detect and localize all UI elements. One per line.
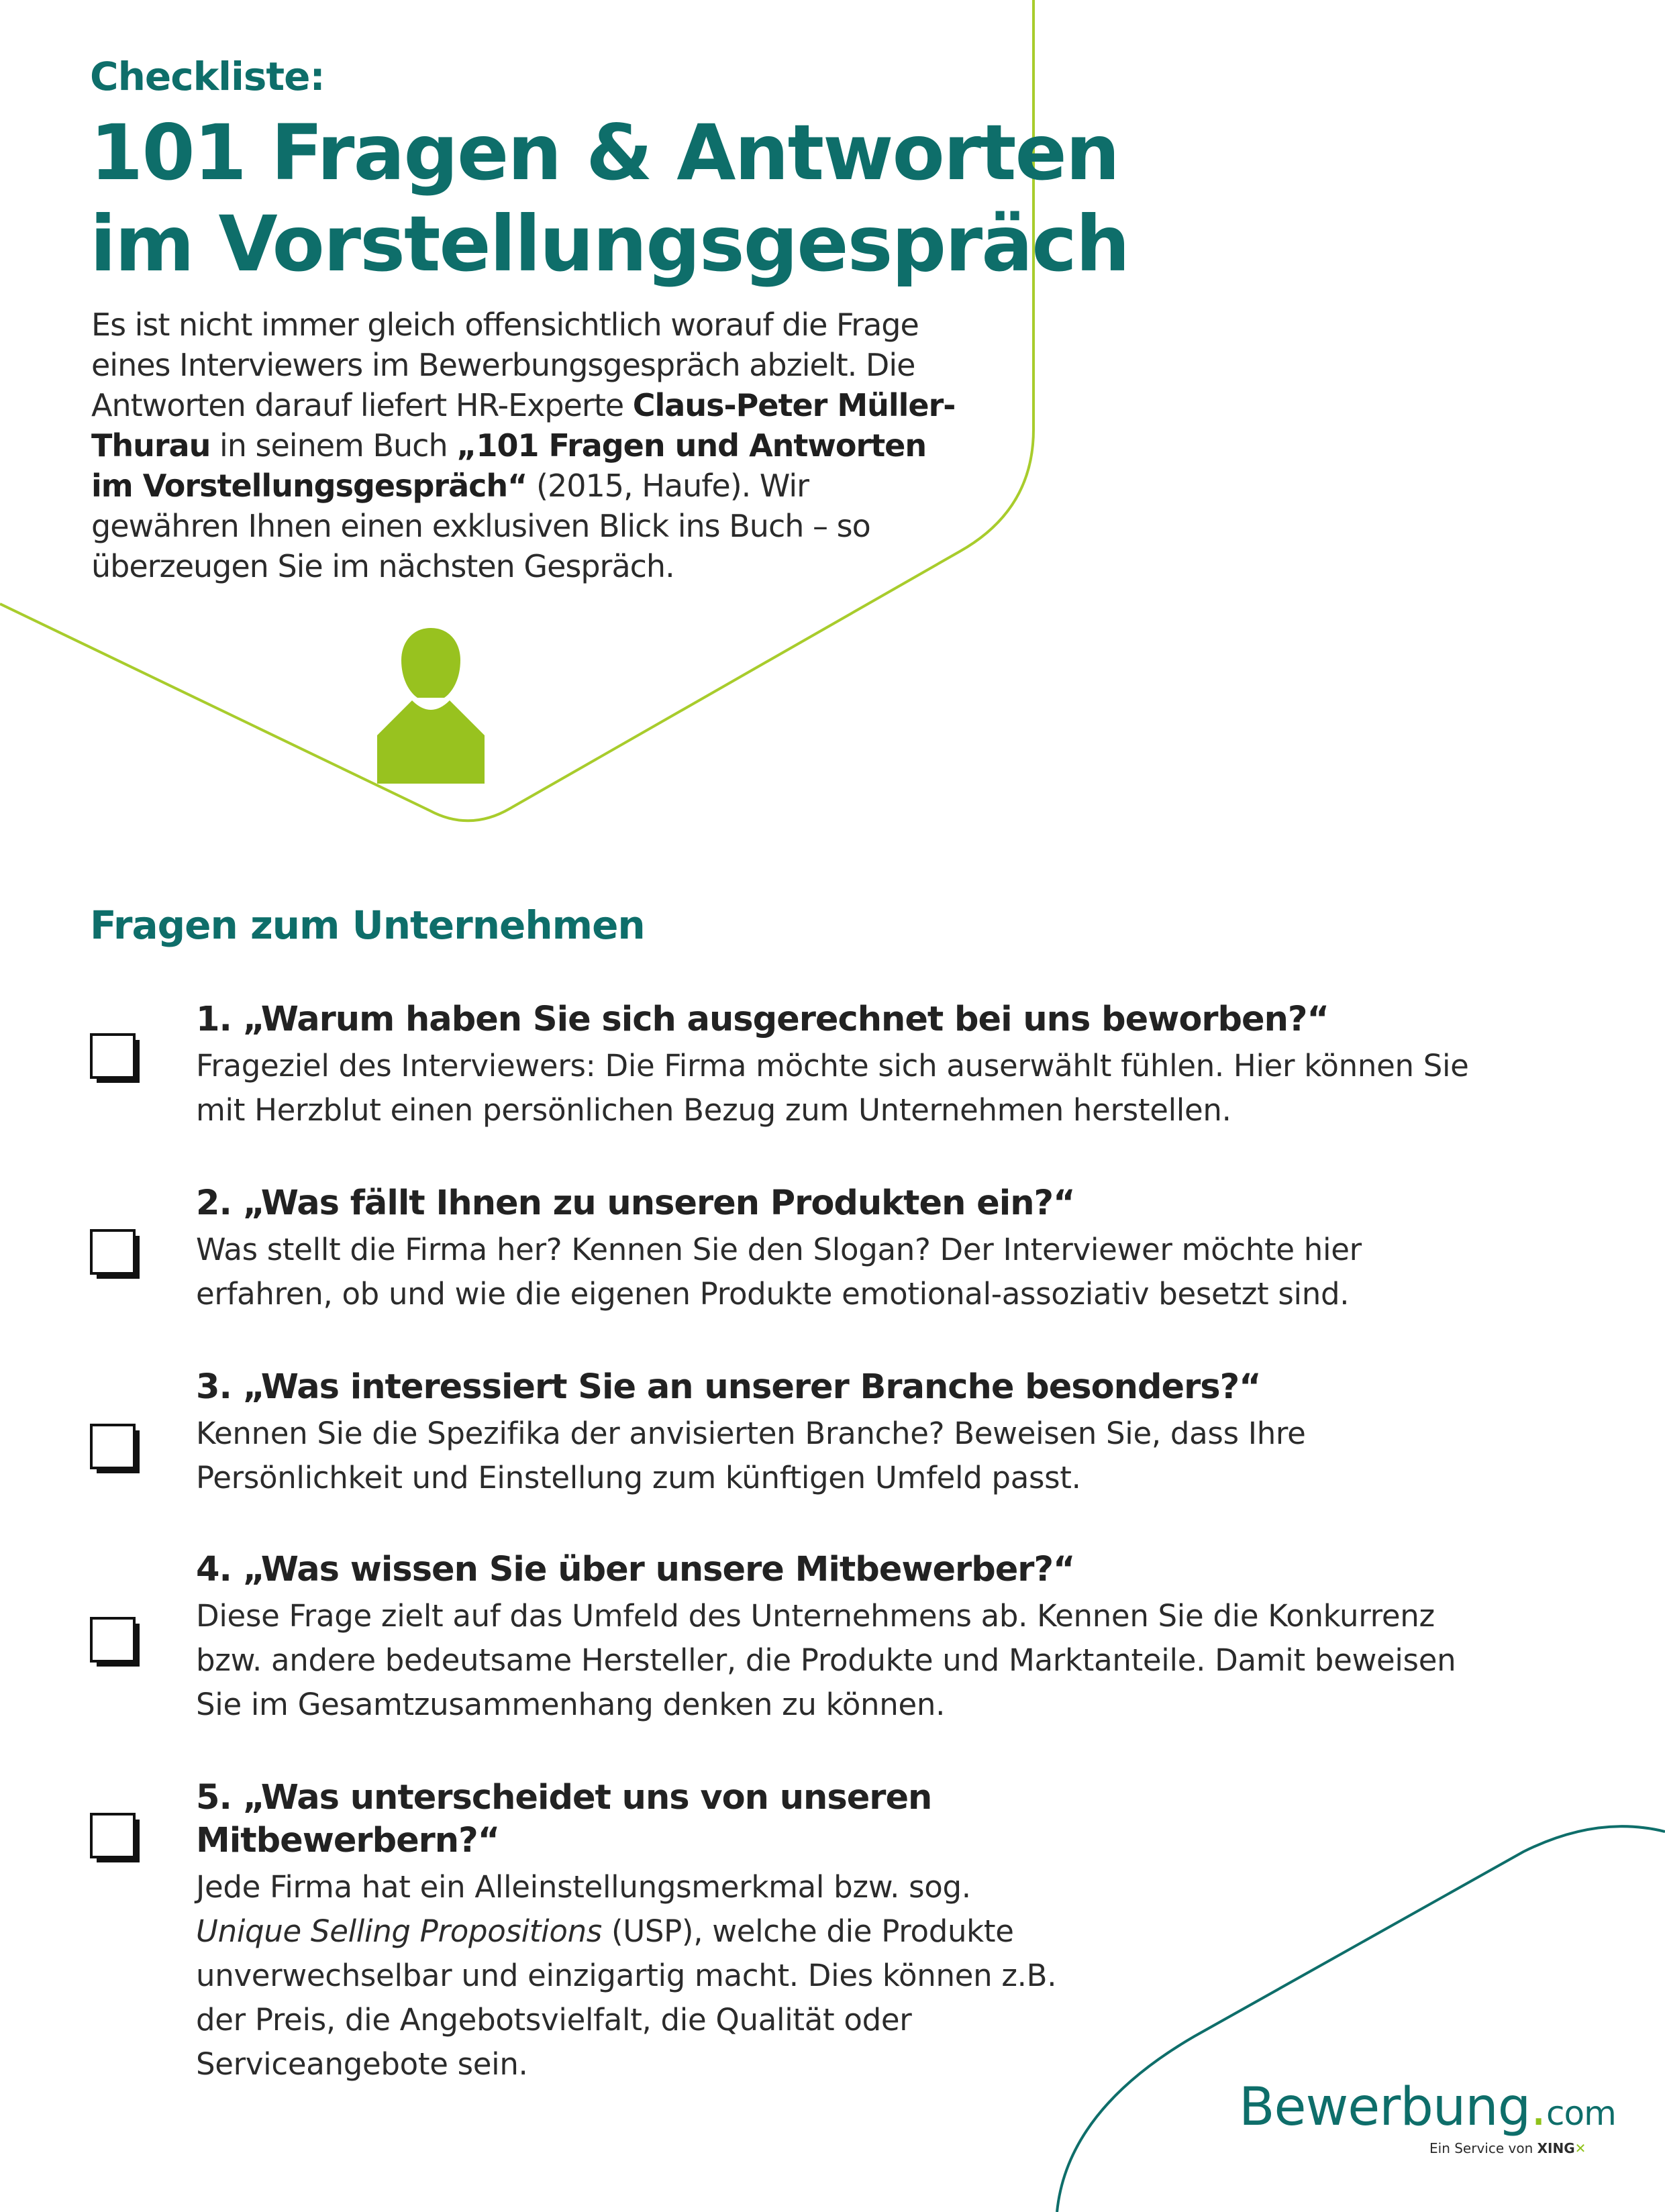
question-item bbox=[196, 998, 1484, 1133]
question-title: 4. „Was wissen Sie über unsere Mitbewerber?“ bbox=[196, 1550, 1075, 1589]
logo-word: Bewerbung bbox=[1239, 2077, 1531, 2138]
question-text-italic: Unique Selling Propositions bbox=[196, 1913, 602, 1949]
question-item bbox=[196, 1182, 1484, 1316]
question-text-part-1: Jede Firma hat ein Alleinstellungsmerkmal bzw. sog. bbox=[196, 1869, 971, 1905]
question-text: Kennen Sie die Spezifika der anvisierten Branche? Beweisen Sie, dass Ihre Persönlichkeit und Einstellung zum künftigen Umfeld passt. bbox=[196, 1416, 1306, 1495]
question-title-line-2: Mitbewerbern?“ bbox=[196, 1821, 500, 1860]
xing-icon: ✕ bbox=[1574, 2140, 1586, 2156]
question-text bbox=[196, 1865, 1095, 2087]
service-prefix: Ein Service von bbox=[1429, 2140, 1537, 2156]
logo-dot: . bbox=[1530, 2077, 1547, 2138]
question-item bbox=[196, 1777, 1095, 2087]
intro-text-2: in seinem Buch bbox=[210, 427, 457, 464]
question-text-part-2: (USP), welche die Produkte unverwechselbar und einzigartig macht. Dies können z.B. der Preis, die Angebotsvielfalt, die Qualität oder Serviceangebote sein. bbox=[196, 1913, 1057, 2082]
intro-text-3: (2015, Haufe). Wir gewähren Ihnen einen exklusiven Blick ins Buch – so überzeugen Sie im nächsten Gespräch. bbox=[91, 468, 870, 584]
title-line-1: 101 Fragen & Antworten bbox=[90, 108, 1119, 197]
checkbox-icon[interactable] bbox=[90, 1424, 141, 1475]
checkbox-icon[interactable] bbox=[90, 1033, 141, 1084]
intro-paragraph bbox=[91, 305, 957, 586]
checkbox-icon[interactable] bbox=[90, 1229, 141, 1280]
section-title: Fragen zum Unternehmen bbox=[90, 902, 645, 948]
question-title: 2. „Was fällt Ihnen zu unseren Produkten ein?“ bbox=[196, 1183, 1075, 1223]
service-brand: XING bbox=[1537, 2140, 1575, 2156]
question-title: 3. „Was interessiert Sie an unserer Branche besonders?“ bbox=[196, 1367, 1261, 1407]
logo-suffix: com bbox=[1546, 2094, 1616, 2133]
question-title-line-1: 5. „Was unterscheidet uns von unseren bbox=[196, 1778, 932, 1818]
bewerbung-logo bbox=[1239, 2077, 1616, 2138]
title-line-2: im Vorstellungsgespräch bbox=[90, 199, 1129, 288]
page-title bbox=[90, 107, 1129, 290]
page-kicker: Checkliste: bbox=[90, 54, 325, 99]
question-text: Diese Frage zielt auf das Umfeld des Unternehmens ab. Kennen Sie die Konkurrenz bzw. andere bedeutsame Hersteller, die Produkte und Marktanteile. Damit beweisen Sie im Gesamtzusammenhang denken zu können. bbox=[196, 1598, 1456, 1722]
question-item bbox=[196, 1548, 1484, 1727]
person-icon bbox=[377, 628, 485, 784]
checkbox-icon[interactable] bbox=[90, 1617, 141, 1668]
question-text: Was stellt die Firma her? Kennen Sie den Slogan? Der Interviewer möchte hier erfahren, ob und wie die eigenen Produkte emotional-assoziativ besetzt sind. bbox=[196, 1232, 1362, 1312]
question-item bbox=[196, 1366, 1484, 1500]
question-title bbox=[196, 1777, 1095, 1862]
question-title: 1. „Warum haben Sie sich ausgerechnet bei uns beworben?“ bbox=[196, 1000, 1329, 1039]
intro-author: Claus-Peter Müller-Thurau bbox=[91, 387, 956, 464]
checkbox-icon[interactable] bbox=[90, 1813, 141, 1864]
intro-text-1: Es ist nicht immer gleich offensichtlich worauf die Frage eines Interviewers im Bewerbungsgespräch abzielt. Die Antworten darauf liefert HR-Experte bbox=[91, 307, 919, 423]
question-text: Frageziel des Interviewers: Die Firma möchte sich auserwählt fühlen. Hier können Sie mit Herzblut einen persönlichen Bezug zum Unternehmen herstellen. bbox=[196, 1048, 1469, 1128]
intro-book-title: „101 Fragen und Antworten im Vorstellungsgespräch“ bbox=[91, 427, 927, 504]
service-note bbox=[1429, 2140, 1586, 2156]
